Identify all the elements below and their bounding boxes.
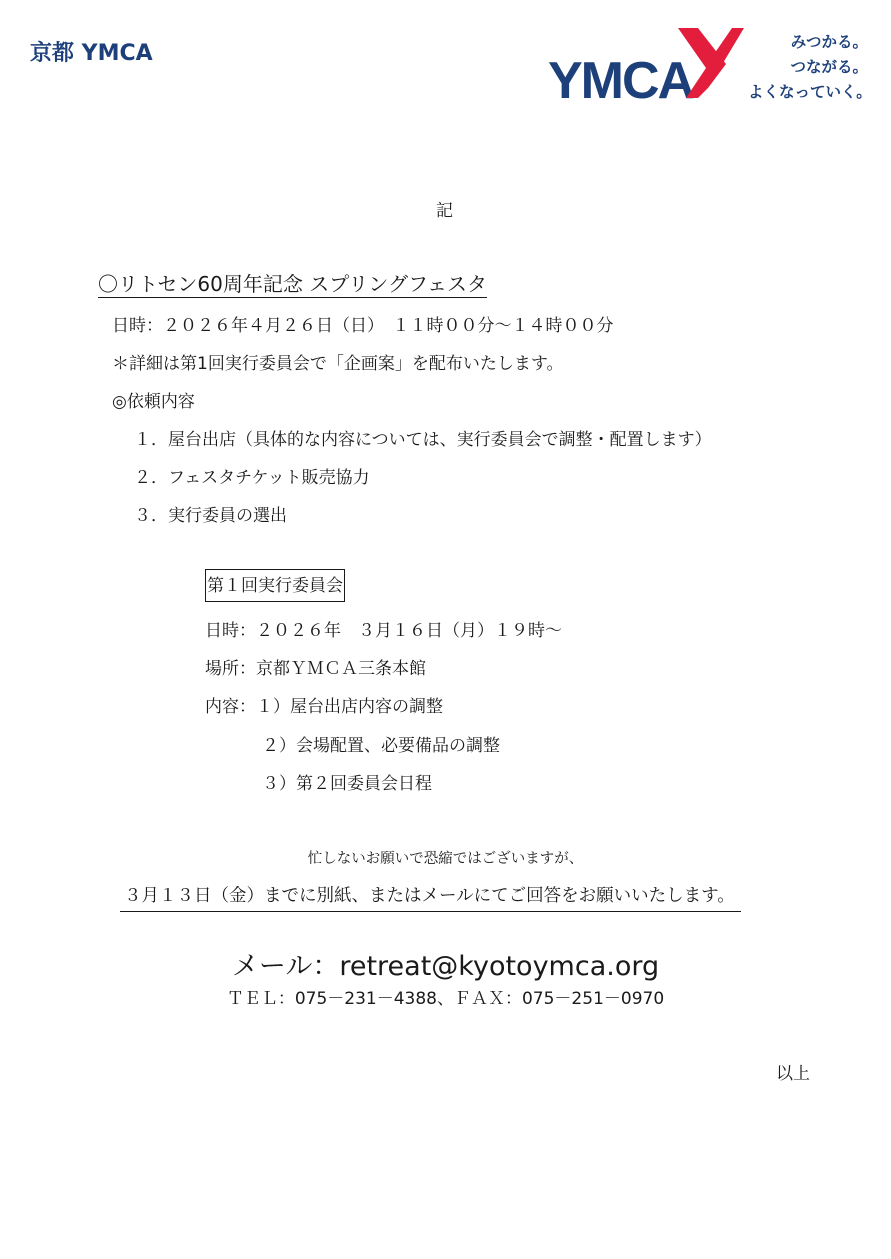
event-detail-note: ＊詳細は第1回実行委員会で「企画案」を配布いたします。 bbox=[112, 354, 564, 374]
contact-phone-fax: ＴＥＬ：075－231－4388、ＦＡＸ：075－251－0970 bbox=[226, 989, 665, 1009]
ymca-tagline bbox=[748, 30, 872, 105]
tagline-line-1: みつかる。 bbox=[790, 33, 868, 51]
ymca-y-mark-right bbox=[710, 28, 744, 68]
ki-heading: 記 bbox=[436, 201, 453, 221]
contact-email: メール：retreat@kyotoymca.org bbox=[231, 951, 660, 982]
request-heading: ◎依頼内容 bbox=[112, 392, 195, 412]
event-title bbox=[98, 268, 487, 297]
event-title-text: 〇リトセン60周年記念 スプリングフェスタ bbox=[98, 272, 488, 296]
request-item: １．屋台出店（具体的な内容については、実行委員会で調整・配置します） bbox=[134, 430, 712, 450]
closing-text: 以上 bbox=[776, 1064, 810, 1084]
meeting-content-item: ２）会場配置、必要備品の調整 bbox=[262, 736, 500, 756]
meeting-content-item: 内容：１）屋台出店内容の調整 bbox=[205, 697, 443, 717]
tagline-line-3: よくなっていく。 bbox=[748, 83, 872, 101]
request-item: ３．実行委員の選出 bbox=[134, 506, 287, 526]
event-date: 日時：２０２６年４月２６日（日） １１時００分～１４時００分 bbox=[112, 316, 614, 336]
meeting-heading: 第１回実行委員会 bbox=[205, 569, 345, 602]
ymca-logo-text: YMCA bbox=[548, 52, 694, 102]
tagline-line-2: つながる。 bbox=[790, 58, 868, 76]
deadline-text: ３月１３日（金）までに別紙、またはメールにてご回答をお願いいたします。 bbox=[120, 882, 741, 912]
meeting-date: 日時：２０２６年 ３月１６日（月）１９時～ bbox=[205, 621, 562, 641]
organization-name: 京都 YMCA bbox=[30, 41, 153, 66]
meeting-place: 場所：京都ＹＭＣＡ三条本館 bbox=[205, 659, 426, 679]
meeting-content-item: ３）第２回委員会日程 bbox=[262, 774, 432, 794]
apology-text: 忙しないお願いで恐縮ではございますが、 bbox=[307, 851, 584, 867]
request-item: ２．フェスタチケット販売協力 bbox=[134, 468, 370, 488]
ymca-logo bbox=[548, 26, 748, 102]
